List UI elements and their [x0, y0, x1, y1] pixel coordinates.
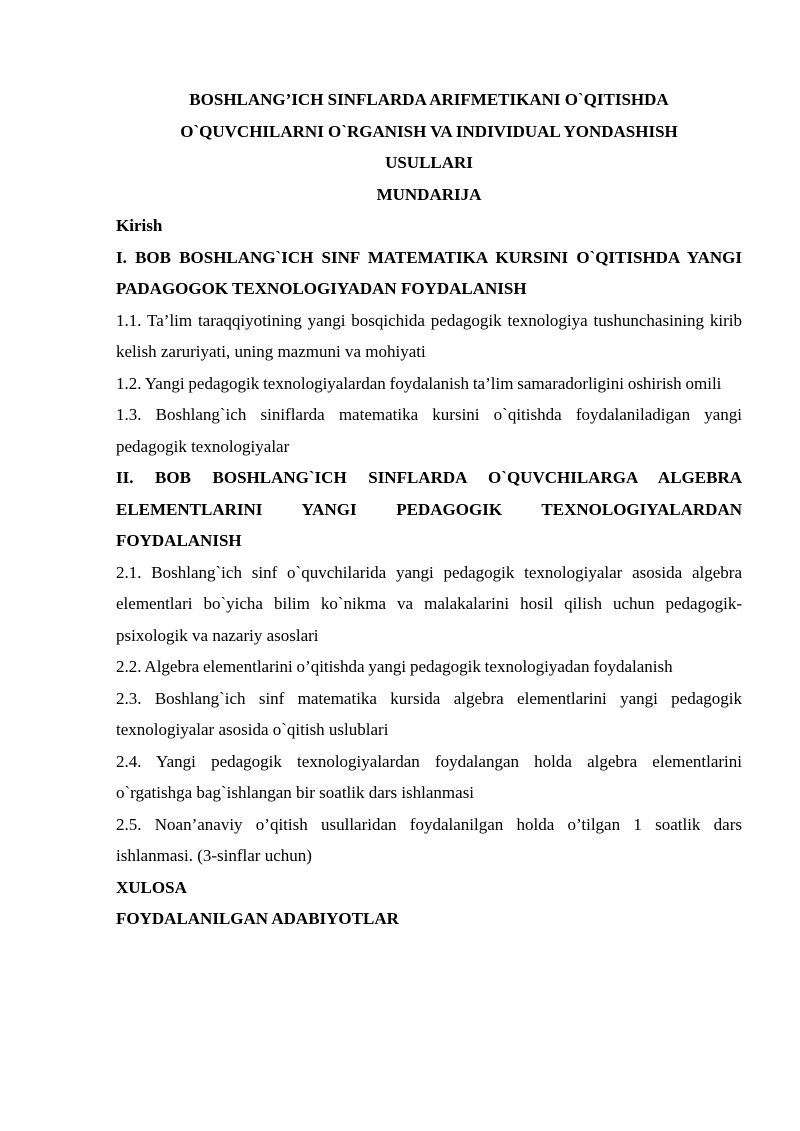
contents-heading: MUNDARIJA — [376, 184, 482, 204]
document-title — [116, 84, 742, 210]
title-line-1: BOSHLANG’ICH SINFLARDA ARIFMETIKANI O`QITISHDA — [189, 90, 669, 109]
toc-entry-section-1-1: 1.1. Ta’lim taraqqiyotining yangi bosqichida pedagogik texnologiya tushunchasining kirib kelish zaruriyati, uning mazmuni va mohiyati — [116, 310, 742, 361]
toc-entry-section-2-1: 2.1. Boshlang`ich sinf o`quvchilarida yangi pedagogik texnologiyalar asosida algebra elementlari bo`yicha bilim ko`nikma va malakalarini hosil qilish uchun pedagogik-psixologik va nazariy asoslari — [116, 562, 742, 645]
table-of-contents — [116, 210, 742, 935]
toc-entry-section-2-4: 2.4. Yangi pedagogik texnologiyalardan foydalangan holda algebra elementlarini o`rgatishga bag`ishlangan bir soatlik dars ishlanmasi — [116, 751, 742, 802]
toc-entry-section-2-2: 2.2. Algebra elementlarini o’qitishda yangi pedagogik texnologiyadan foydalanish — [116, 657, 673, 676]
toc-entry-chapter-1: I. BOB BOSHLANG`ICH SINF MATEMATIKA KURSINI O`QITISHDA YANGI PADAGOGOK TEXNOLOGIYADAN FOYDALANISH — [116, 247, 742, 298]
toc-entry-introduction: Kirish — [116, 216, 163, 235]
toc-entry-section-2-5: 2.5. Noan’anaviy o’qitish usullaridan foydalanilgan holda o’tilgan 1 soatlik dars ishlanmasi. (3-sinflar uchun) — [116, 814, 742, 865]
toc-entry-section-2-3: 2.3. Boshlang`ich sinf matematika kursida algebra elementlarini yangi pedagogik texnologiyalar asosida o`qitish uslublari — [116, 688, 742, 739]
toc-entry-chapter-2: II. BOB BOSHLANG`ICH SINFLARDA O`QUVCHILARGA ALGEBRA ELEMENTLARINI YANGI PEDAGOGIK TEXNOLOGIYALARDAN FOYDALANISH — [116, 468, 742, 550]
toc-entry-section-1-2: 1.2. Yangi pedagogik texnologiyalardan foydalanish ta’lim samaradorligini oshirish omili — [116, 373, 722, 393]
toc-entry-conclusion: XULOSA — [116, 877, 187, 897]
document-content — [116, 84, 742, 935]
title-line-2: O`QUVCHILARNI O`RGANISH VA INDIVIDUAL YONDASHISH — [180, 121, 678, 141]
toc-entry-section-1-3: 1.3. Boshlang`ich siniflarda matematika kursini o`qitishda foydalaniladigan yangi pedagogik texnologiyalar — [116, 405, 742, 456]
title-line-3: USULLARI — [385, 153, 473, 172]
toc-entry-references: FOYDALANILGAN ADABIYOTLAR — [116, 909, 399, 928]
